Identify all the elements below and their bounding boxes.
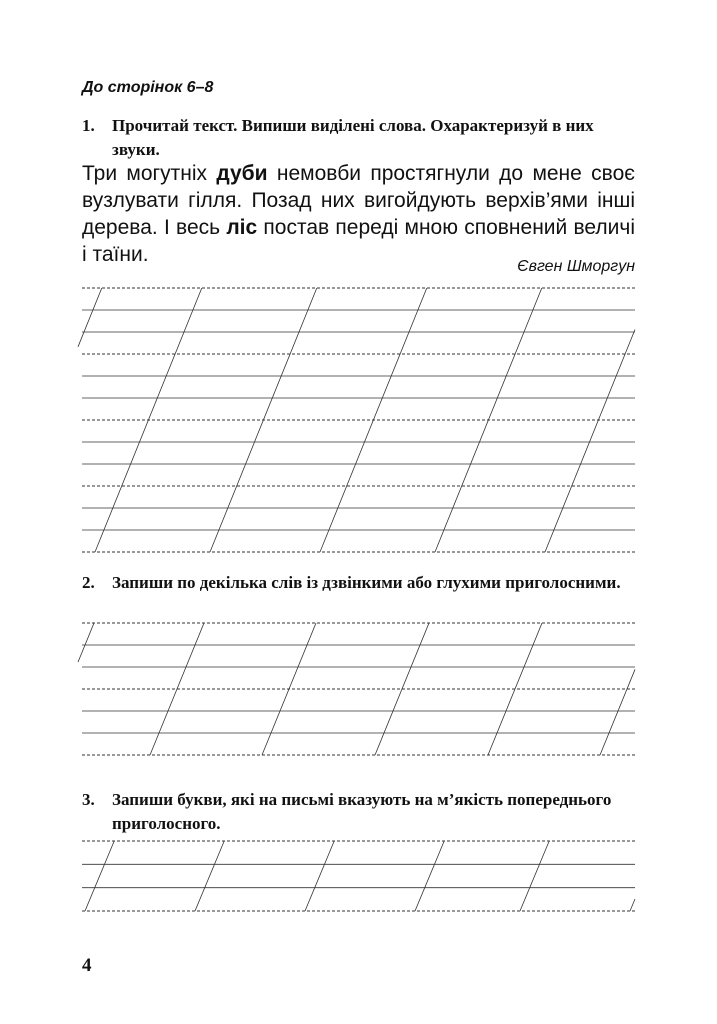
- reading-part-3: постав переді мною сповнений величі і таїни.: [82, 216, 635, 266]
- author: Євген Шморгун: [517, 258, 635, 275]
- writing-grid-2[interactable]: [0, 620, 717, 765]
- slant-line: [78, 623, 94, 662]
- slant-line: [320, 288, 427, 552]
- slant-line: [435, 288, 542, 552]
- slant-line: [305, 841, 334, 911]
- page-number: 4: [82, 955, 92, 976]
- slant-line: [195, 841, 224, 911]
- reading-part-2: немовби простягнули до мене своє вузлувати гілля. Позад них вигойдують верхів’ями інші дерева. І весь: [82, 162, 635, 239]
- task-3-instruction: Запиши букви, які на письмі вказують на м’якість попереднього приголосного.: [112, 790, 612, 833]
- slant-line: [78, 288, 102, 347]
- slant-line: [95, 288, 202, 552]
- slant-line: [520, 841, 549, 911]
- reading-part-1: Три могутніх: [82, 162, 217, 185]
- slant-line: [630, 899, 635, 911]
- slant-line: [210, 288, 317, 552]
- writing-grid-3[interactable]: [0, 838, 717, 918]
- highlighted-word-1: дуби: [216, 162, 268, 185]
- section-title: До сторінок 6–8: [82, 79, 214, 96]
- task-2-number: 2.: [82, 573, 95, 592]
- task-2-instruction: Запиши по декілька слів із дзвінкими або глухими приголосними.: [112, 573, 621, 592]
- task-3-number: 3.: [82, 790, 95, 809]
- task-1-number: 1.: [82, 116, 95, 135]
- slant-line: [85, 841, 114, 911]
- highlighted-word-2: ліс: [226, 216, 258, 239]
- slant-line: [600, 669, 635, 755]
- slant-line: [415, 841, 444, 911]
- writing-grid-1[interactable]: [0, 285, 717, 555]
- reading-text: [82, 160, 635, 268]
- slant-line: [545, 330, 635, 552]
- task-1-instruction: Прочитай текст. Випиши виділені слова. Охарактеризуй в них звуки.: [112, 116, 594, 159]
